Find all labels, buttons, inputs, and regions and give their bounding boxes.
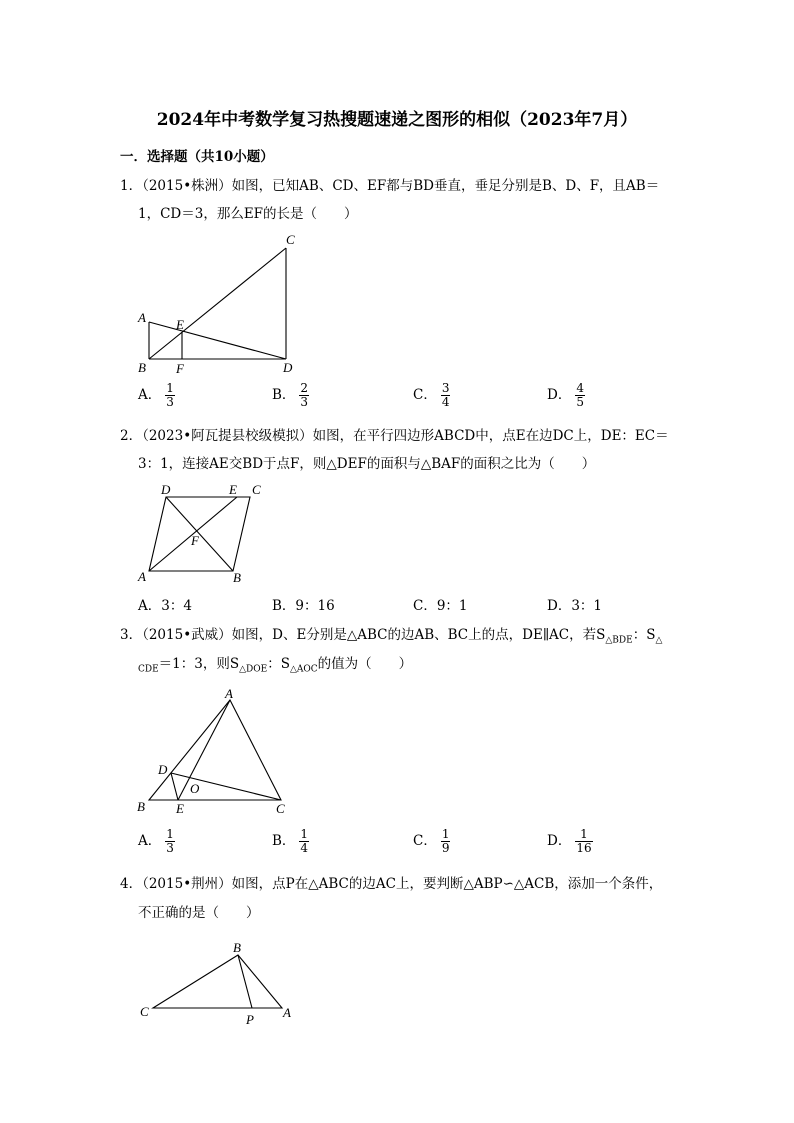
label-b: B <box>138 360 146 375</box>
label-a: A <box>138 310 146 325</box>
label-c: C <box>252 482 261 497</box>
question-1-choice-d[interactable]: D． $\frac{4}{5}$ <box>547 381 584 409</box>
question-2-choice-c[interactable]: C．9：1 <box>413 598 468 614</box>
triangle-abc <box>153 955 282 1008</box>
label-b: B <box>137 799 145 814</box>
label-e: E <box>229 482 237 497</box>
label-c: C <box>140 1004 149 1019</box>
label-b: B <box>233 570 241 585</box>
question-2-line-2: 3：1，连接AE交BD于点F，则△DEF的面积与△BAF的面积之比为（ ） <box>138 456 596 472</box>
question-1-choice-a[interactable]: A． $\frac{1}{3}$ <box>138 381 174 409</box>
fraction: $\frac{1}{3}$ <box>166 827 174 855</box>
question-3-choice-b[interactable]: B． $\frac{1}{4}$ <box>272 827 309 855</box>
label-p: P <box>246 1012 254 1027</box>
fraction: $\frac{1}{4}$ <box>300 827 309 855</box>
fraction: $\frac{2}{3}$ <box>300 381 309 409</box>
page-title: 2024年中考数学复习热搜题速递之图形的相似（2023年7月） <box>156 110 638 130</box>
fraction: $\frac{4}{5}$ <box>576 381 584 409</box>
label-a: A <box>283 1005 291 1020</box>
question-4-line-2: 不正确的是（ ） <box>138 905 260 921</box>
label-o: O <box>190 781 200 796</box>
label-a: A <box>138 569 146 584</box>
question-1-line-1: 1．（2015•株洲）如图，已知AB、CD、EF都与BD垂直，垂足分别是B、D、F，且AB＝ <box>120 178 660 194</box>
fraction: $\frac{1}{3}$ <box>166 381 174 409</box>
label-d: D <box>158 762 168 777</box>
question-2-choice-a[interactable]: A．3：4 <box>138 598 192 614</box>
fraction: $\frac{3}{4}$ <box>441 381 450 409</box>
question-1-choice-b[interactable]: B． $\frac{2}{3}$ <box>272 381 309 409</box>
section-heading: 一．选择题（共10小题） <box>120 149 274 165</box>
label-c: C <box>276 801 285 816</box>
label-f: F <box>176 361 184 376</box>
label-b: B <box>233 940 241 955</box>
question-1-line-2: 1，CD＝3，那么EF的长是（ ） <box>138 206 358 222</box>
label-d: D <box>161 482 171 497</box>
question-2-choice-b[interactable]: B．9：16 <box>272 598 335 614</box>
question-3-line-2: $_{CDE}$＝1：3，则$S_{\triangle DOE}$：$S_{\triangle AOC}$的值为（ ） <box>138 656 413 675</box>
fraction: $\frac{1}{9}$ <box>441 827 450 855</box>
question-4-line-1: 4．（2015•荆州）如图，点P在△ABC的边AC上，要判断△ABP∽△ACB，添加一个条件， <box>120 876 663 892</box>
label-c: C <box>286 232 295 247</box>
question-2-line-1: 2．（2023•阿瓦提县校级模拟）如图，在平行四边形ABCD中，点E在边DC上，DE：EC＝ <box>120 428 669 444</box>
question-3-choice-c[interactable]: C． $\frac{1}{9}$ <box>413 827 450 855</box>
question-3-line-1: 3．（2015•武威）如图，D、E分别是△ABC的边AB、BC上的点，DE∥AC，若$S_{\triangle BDE}$：$S_\triangle$ <box>120 627 663 646</box>
label-f: F <box>191 533 199 548</box>
question-2-choice-d[interactable]: D．3：1 <box>547 598 603 614</box>
label-e: E <box>176 317 184 332</box>
label-e: E <box>176 801 184 816</box>
fraction: $\frac{1}{16}$ <box>576 827 592 855</box>
label-d: D <box>283 360 293 375</box>
question-1-choice-c[interactable]: C． $\frac{3}{4}$ <box>413 381 450 409</box>
question-3-choice-d[interactable]: D． $\frac{1}{16}$ <box>547 827 592 855</box>
question-3-choice-a[interactable]: A． $\frac{1}{3}$ <box>138 827 174 855</box>
label-a: A <box>225 686 233 701</box>
